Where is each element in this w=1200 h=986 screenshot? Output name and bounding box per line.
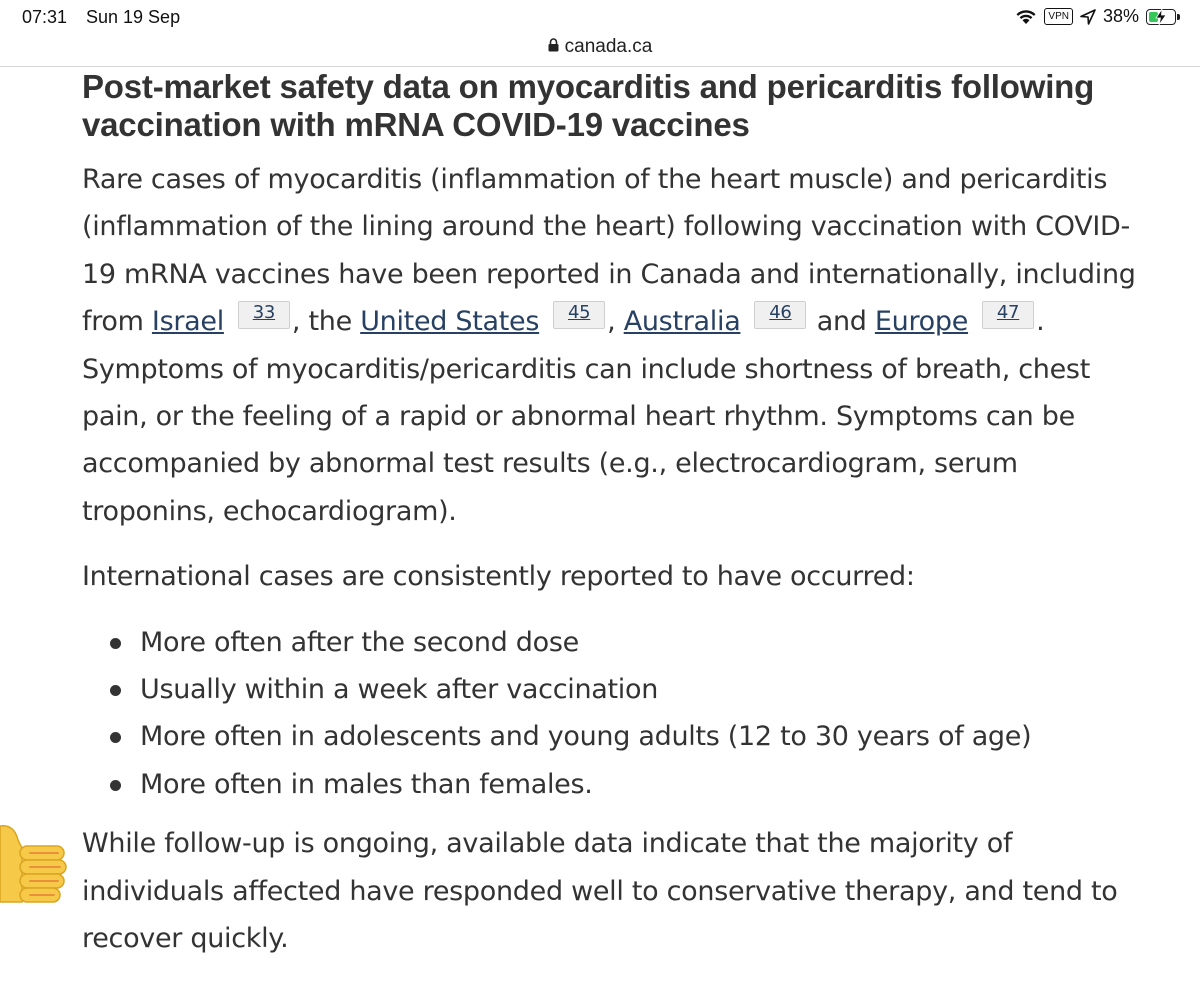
footnote-46[interactable]: 46: [754, 301, 806, 329]
status-indicators: [1015, 6, 1176, 27]
link-israel[interactable]: Israel: [151, 306, 224, 338]
footnote-33[interactable]: 33: [238, 301, 290, 329]
bullet-icon: [110, 685, 121, 696]
battery-charging-icon: [1146, 9, 1176, 25]
battery-percent: 38%: [1102, 6, 1139, 26]
paragraph-international: International cases are consistently reported to have occurred:: [82, 561, 915, 593]
link-united-states[interactable]: United States: [360, 306, 540, 338]
link-europe[interactable]: Europe: [874, 306, 969, 338]
wifi-icon: [1015, 9, 1037, 25]
paragraph-text: , the: [291, 306, 361, 338]
url-text[interactable]: canada.ca: [564, 36, 653, 57]
status-time: 07:31: [22, 7, 68, 27]
charging-bolt-icon: [1155, 9, 1167, 25]
footnote-45[interactable]: 45: [553, 301, 605, 329]
status-bar: [0, 0, 1200, 34]
list-item-text: Usually within a week after vaccination: [140, 674, 659, 706]
paragraph-text: Rare cases of myocarditis (inflammation of the heart muscle) and pericarditis (inflammation of the lining around the heart) following vaccination with COVID-19 mRNA vaccines have been reported in Canada and internationally, including from: [82, 164, 1136, 338]
bullet-icon: [110, 780, 121, 791]
list-item-text: More often in males than females.: [140, 768, 593, 800]
footnote-47[interactable]: 47: [982, 301, 1034, 329]
list-item: [82, 761, 1142, 808]
paragraph-intro: [82, 156, 1142, 535]
list-item: [82, 713, 1142, 760]
location-arrow-icon: [1080, 9, 1096, 25]
lock-icon: [548, 36, 559, 58]
status-date: Sun 19 Sep: [86, 7, 181, 27]
paragraph-follow-up: While follow-up is ongoing, available data indicate that the majority of individuals affected have responded well to conservative therapy, and tend to recover quickly.: [82, 828, 1118, 955]
address-bar[interactable]: [0, 34, 1200, 67]
bullet-icon: [110, 638, 121, 649]
paragraph-text: . Symptoms of myocarditis/pericarditis can include shortness of breath, chest pain, or the feeling of a rapid or abnormal heart rhythm. Symptoms can be accompanied by abnormal test results (e.g., electrocardiogram, serum troponins, echocardiogram).: [82, 306, 1090, 527]
paragraph-text: and: [808, 306, 875, 338]
list-item-text: More often in adolescents and young adults (12 to 30 years of age): [140, 721, 1032, 753]
bullet-icon: [110, 732, 121, 743]
link-australia[interactable]: Australia: [623, 306, 741, 338]
findings-list: [82, 619, 1142, 809]
paragraph-text: ,: [607, 306, 624, 338]
vpn-badge: VPN: [1044, 8, 1073, 25]
thumbs-up-emoji: [0, 818, 68, 908]
list-item-text: More often after the second dose: [140, 626, 579, 658]
article-title: Post-market safety data on myocarditis and pericarditis following vaccination with mRNA COVID-19 vaccines: [82, 68, 1095, 143]
article-content: [82, 66, 1142, 981]
list-item: [82, 666, 1142, 713]
list-item: [82, 619, 1142, 666]
